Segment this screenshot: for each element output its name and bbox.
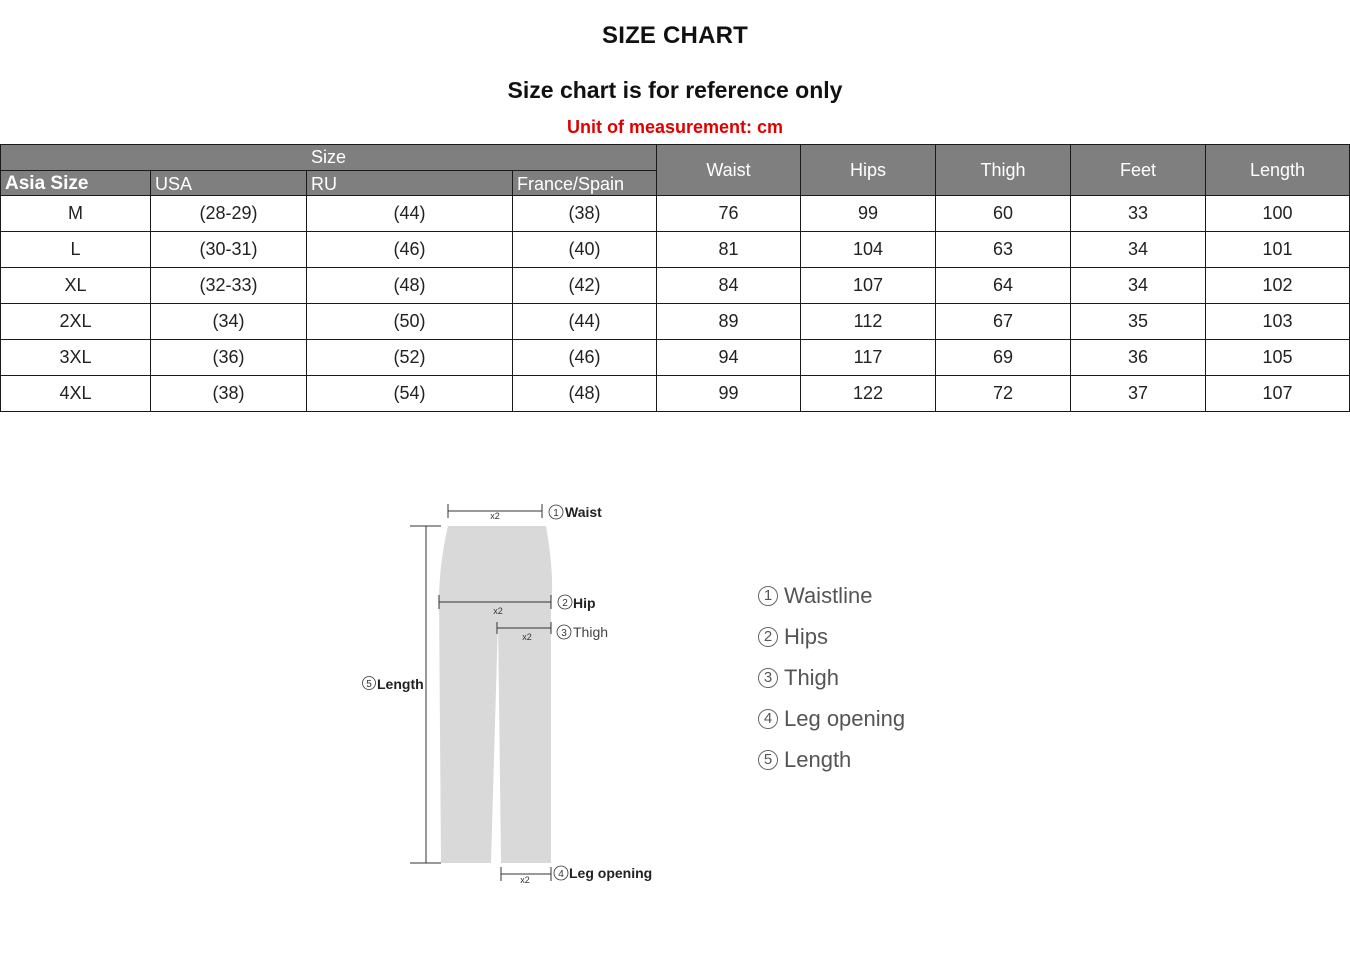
cell-size: 2XL [1, 304, 151, 340]
cell-france-spain: (44) [513, 304, 657, 340]
cell-ru: (54) [307, 376, 513, 412]
cell-feet: 34 [1071, 268, 1206, 304]
cell-size: 3XL [1, 340, 151, 376]
cell-size: L [1, 232, 151, 268]
cell-feet: 36 [1071, 340, 1206, 376]
cell-hips: 112 [801, 304, 936, 340]
cell-thigh: 60 [936, 196, 1071, 232]
header-ru: RU [307, 171, 513, 196]
cell-length: 102 [1206, 268, 1350, 304]
table-row [1, 196, 1350, 232]
legend-label-leg-opening: Leg opening [784, 705, 906, 731]
legend-number-1: 1 [758, 586, 778, 606]
legend-label-hips: Hips [784, 623, 829, 649]
cell-ru: (50) [307, 304, 513, 340]
cell-feet: 37 [1071, 376, 1206, 412]
cell-hips: 104 [801, 232, 936, 268]
header-length: Length [1206, 145, 1350, 196]
cell-hips: 99 [801, 196, 936, 232]
cell-ru: (44) [307, 196, 513, 232]
cell-usa: (30-31) [151, 232, 307, 268]
cell-length: 107 [1206, 376, 1350, 412]
thigh-x2-label: x2 [522, 632, 532, 642]
cell-thigh: 63 [936, 232, 1071, 268]
cell-waist: 76 [657, 196, 801, 232]
cell-usa: (32-33) [151, 268, 307, 304]
legend-label-thigh: Thigh [784, 664, 840, 690]
cell-thigh: 72 [936, 376, 1071, 412]
pants-diagram [355, 495, 675, 895]
hip-label: Hip [573, 595, 596, 611]
cell-hips: 107 [801, 268, 936, 304]
legend-label-length: Length [784, 746, 852, 772]
cell-hips: 117 [801, 340, 936, 376]
waist-number: 1 [553, 508, 559, 519]
thigh-label: Thigh [573, 624, 609, 640]
cell-size: M [1, 196, 151, 232]
cell-usa: (28-29) [151, 196, 307, 232]
cell-usa: (36) [151, 340, 307, 376]
page-subtitle: Size chart is for reference only [507, 77, 843, 103]
cell-thigh: 69 [936, 340, 1071, 376]
measurement-legend [758, 575, 905, 780]
legend-item-leg-opening [758, 698, 905, 739]
cell-ru: (52) [307, 340, 513, 376]
header-france-spain: France/Spain [513, 171, 657, 196]
cell-ru: (48) [307, 268, 513, 304]
cell-france-spain: (46) [513, 340, 657, 376]
leg-number: 4 [558, 869, 564, 880]
cell-usa: (38) [151, 376, 307, 412]
header-waist: Waist [657, 145, 801, 196]
legend-number-2: 2 [758, 627, 778, 647]
waist-x2-label: x2 [490, 511, 500, 521]
thigh-number: 3 [561, 628, 567, 639]
cell-france-spain: (38) [513, 196, 657, 232]
header-asia-size: Asia Size [1, 171, 151, 196]
cell-ru: (46) [307, 232, 513, 268]
cell-waist: 89 [657, 304, 801, 340]
cell-length: 100 [1206, 196, 1350, 232]
legend-number-4: 4 [758, 709, 778, 729]
cell-waist: 94 [657, 340, 801, 376]
cell-length: 105 [1206, 340, 1350, 376]
cell-size: 4XL [1, 376, 151, 412]
cell-thigh: 64 [936, 268, 1071, 304]
cell-hips: 122 [801, 376, 936, 412]
cell-length: 101 [1206, 232, 1350, 268]
page-title: SIZE CHART [602, 22, 748, 49]
hip-x2-label: x2 [493, 606, 503, 616]
size-table [0, 144, 1350, 412]
table-row [1, 232, 1350, 268]
pants-shape [439, 526, 552, 863]
leg-label: Leg opening [569, 865, 653, 881]
length-number: 5 [366, 679, 372, 690]
legend-item-hips [758, 616, 905, 657]
cell-france-spain: (42) [513, 268, 657, 304]
legend-item-thigh [758, 657, 905, 698]
cell-waist: 84 [657, 268, 801, 304]
cell-waist: 99 [657, 376, 801, 412]
cell-feet: 35 [1071, 304, 1206, 340]
size-table-body [1, 196, 1350, 412]
cell-length: 103 [1206, 304, 1350, 340]
legend-label-waistline: Waistline [784, 582, 873, 608]
table-row [1, 376, 1350, 412]
cell-thigh: 67 [936, 304, 1071, 340]
length-label: Length [377, 676, 424, 692]
legend-number-5: 5 [758, 750, 778, 770]
cell-feet: 33 [1071, 196, 1206, 232]
table-row [1, 268, 1350, 304]
legend-number-3: 3 [758, 668, 778, 688]
legend-item-length [758, 739, 905, 780]
cell-size: XL [1, 268, 151, 304]
header-thigh: Thigh [936, 145, 1071, 196]
cell-usa: (34) [151, 304, 307, 340]
table-row [1, 304, 1350, 340]
size-group-header: Size [1, 145, 657, 171]
header-feet: Feet [1071, 145, 1206, 196]
cell-france-spain: (40) [513, 232, 657, 268]
unit-note: Unit of measurement: cm [566, 117, 784, 137]
header-usa: USA [151, 171, 307, 196]
waist-label: Waist [565, 504, 602, 520]
hip-number: 2 [562, 598, 568, 609]
cell-waist: 81 [657, 232, 801, 268]
header-hips: Hips [801, 145, 936, 196]
legend-item-waistline [758, 575, 905, 616]
cell-feet: 34 [1071, 232, 1206, 268]
cell-france-spain: (48) [513, 376, 657, 412]
table-row [1, 340, 1350, 376]
leg-x2-label: x2 [520, 875, 530, 885]
